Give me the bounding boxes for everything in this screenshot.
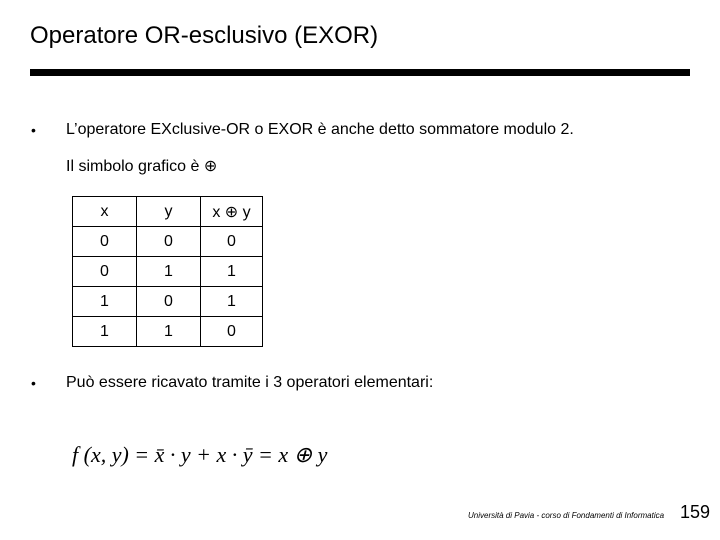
xor-formula: f (x, y) = x̄ · y + x · ȳ = x ⊕ y [72,442,328,467]
bullet-marker: • [31,375,36,391]
table-row [73,227,263,257]
page-number: 159 [680,502,711,522]
table-cell: 1 [201,257,263,287]
header-xor: x ⊕ y [201,197,263,227]
header-x: x [73,197,137,227]
bullet-text-derivation: Può essere ricavato tramite i 3 operatori elementari: [66,374,434,391]
table-cell: 1 [73,287,137,317]
bullet-marker: • [31,122,36,138]
table-cell: 0 [73,257,137,287]
table-cell: 1 [201,287,263,317]
table-cell: 1 [137,257,201,287]
table-row [73,287,263,317]
table-cell: 1 [73,317,137,347]
table-cell: 0 [201,227,263,257]
table-cell: 0 [201,317,263,347]
title-divider [30,69,690,76]
table-header-row [73,197,263,227]
table-cell: 0 [137,287,201,317]
table-row [73,317,263,347]
slide-title: Operatore OR-esclusivo (EXOR) [30,22,379,49]
truth-table [72,196,263,347]
footer-course: Università di Pavia - corso di Fondamenti di Informatica [468,511,665,520]
table-cell: 0 [137,227,201,257]
table-cell: 1 [137,317,201,347]
bullet-text-definition: L’operatore EXclusive-OR o EXOR è anche detto sommatore modulo 2. [66,121,574,138]
header-y: y [137,197,201,227]
table-row [73,257,263,287]
symbol-line: Il simbolo grafico è ⊕ [66,158,218,175]
table-cell: 0 [73,227,137,257]
